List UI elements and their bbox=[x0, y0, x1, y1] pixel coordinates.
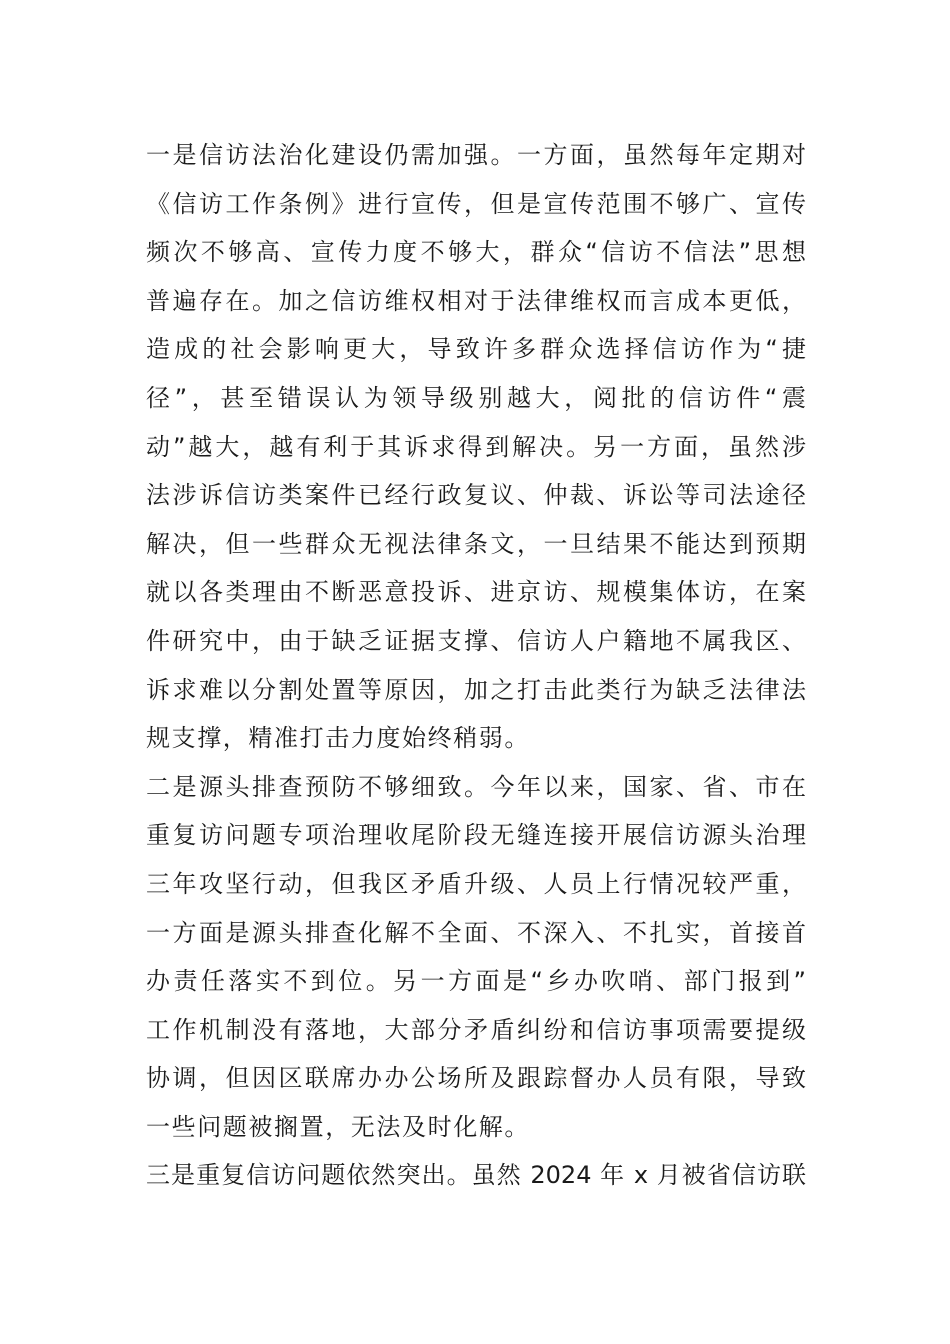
paragraph-2 bbox=[146, 763, 806, 1152]
text-line: 《信访工作条例》进行宣传，但是宣传范围不够广、宣传 bbox=[146, 189, 806, 218]
text-line: 解决，但一些群众无视法律条文，一旦结果不能达到预期 bbox=[146, 529, 806, 558]
text-line: 法涉诉信访类案件已经行政复议、仲裁、诉讼等司法途径 bbox=[146, 481, 806, 510]
text-line: 动”越大，越有利于其诉求得到解决。另一方面，虽然涉 bbox=[146, 432, 806, 461]
text-line: 径”，甚至错误认为领导级别越大，阅批的信访件“震 bbox=[146, 383, 806, 412]
text-line: 一方面是源头排查化解不全面、不深入、不扎实，首接首 bbox=[146, 918, 806, 947]
text-line: 办责任落实不到位。另一方面是“乡办吹哨、部门报到” bbox=[146, 967, 806, 996]
text-line: 件研究中，由于缺乏证据支撑、信访人户籍地不属我区、 bbox=[146, 626, 806, 655]
text-line: 一是信访法治化建设仍需加强。一方面，虽然每年定期对 bbox=[146, 141, 806, 169]
text-line: 重复访问题专项治理收尾阶段无缝连接开展信访源头治理 bbox=[146, 821, 806, 850]
text-line: 三年攻坚行动，但我区矛盾升级、人员上行情况较严重， bbox=[146, 869, 806, 898]
text-line: 一些问题被搁置，无法及时化解。 bbox=[146, 1112, 530, 1141]
text-line: 普遍存在。加之信访维权相对于法律维权而言成本更低， bbox=[146, 286, 806, 315]
paragraph-3 bbox=[146, 1151, 806, 1200]
text-line: 频次不够高、宣传力度不够大，群众“信访不信法”思想 bbox=[146, 238, 806, 267]
text-line: 诉求难以分割处置等原因，加之打击此类行为缺乏法律法 bbox=[146, 675, 806, 704]
text-line: 工作机制没有落地，大部分矛盾纠纷和信访事项需要提级 bbox=[146, 1015, 806, 1044]
text-line: 就以各类理由不断恶意投诉、进京访、规模集体访，在案 bbox=[146, 578, 806, 607]
text-line: 造成的社会影响更大，导致许多群众选择信访作为“捷 bbox=[146, 335, 806, 364]
text-line: 二是源头排查预防不够细致。今年以来，国家、省、市在 bbox=[146, 772, 806, 801]
text-line: 三是重复信访问题依然突出。虽然 2024 年 x 月被省信访联 bbox=[146, 1161, 806, 1190]
text-line: 规支撑，精准打击力度始终稍弱。 bbox=[146, 724, 530, 753]
text-line: 协调，但因区联席办办公场所及跟踪督办人员有限，导致 bbox=[146, 1064, 806, 1093]
paragraph-1 bbox=[146, 131, 806, 763]
document-body bbox=[146, 131, 806, 1200]
